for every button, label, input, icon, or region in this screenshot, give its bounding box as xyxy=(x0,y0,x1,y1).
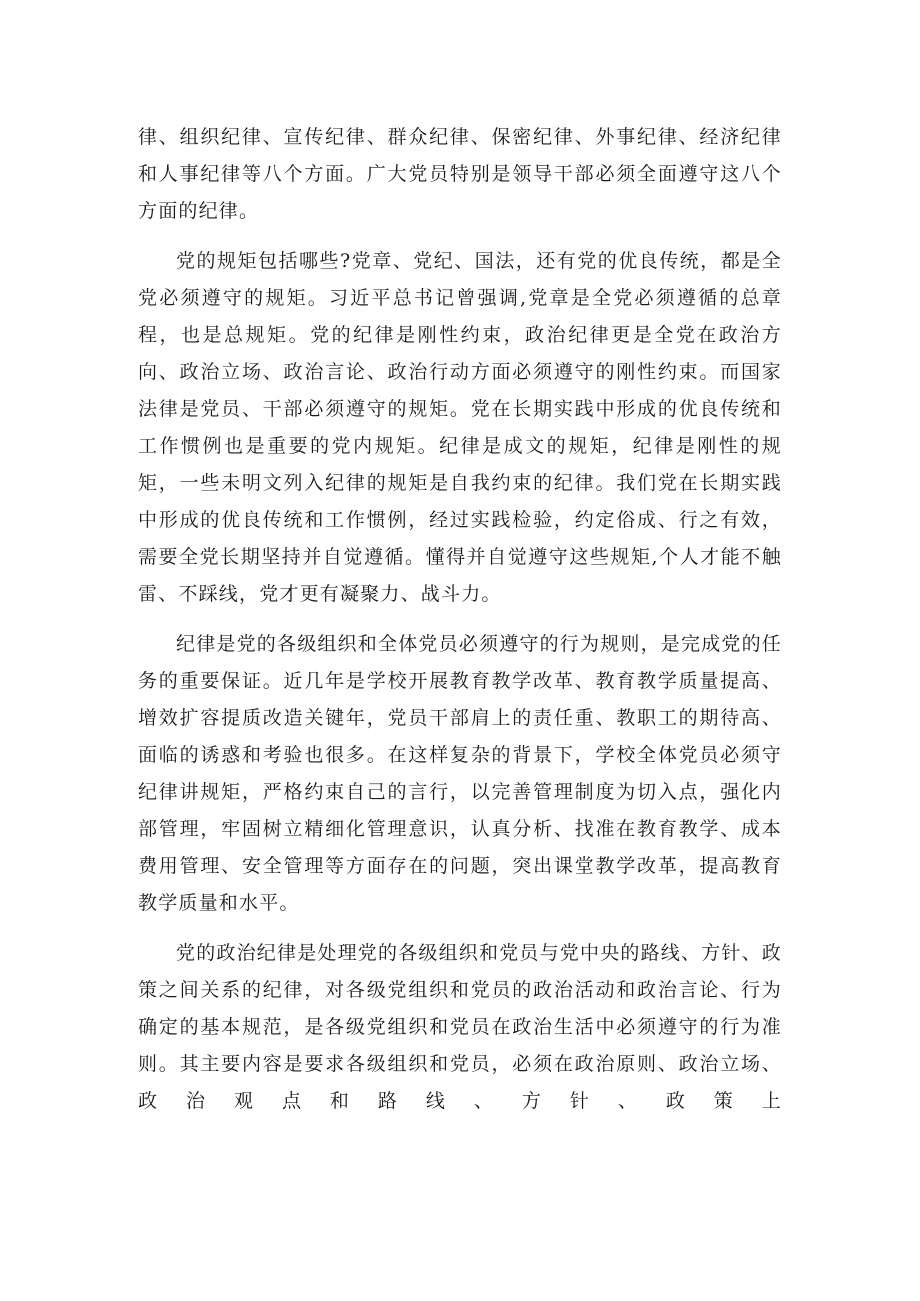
paragraph-2: 党的规矩包括哪些?党章、党纪、国法，还有党的优良传统，都是全党必须遵守的规矩。习近平总书记曾强调,党章是全党必须遵循的总章程，也是总规矩。党的纪律是刚性约束，政治纪律更是全党在政治方向、政治立场、政治言论、政治行动方面必须遵守的刚性约束。而国家法律是党员、干部必须遵守的规矩。党在长期实践中形成的优良传统和工作惯例也是重要的党内规矩。纪律是成文的规矩，纪律是刚性的规矩，一些未明文列入纪律的规矩是自我约束的纪律。我们党在长期实践中形成的优良传统和工作惯例，经过实践检验，约定俗成、行之有效，需要全党长期坚持并自觉遵循。懂得并自觉遵守这些规矩,个人才能不触雷、不踩线，党才更有凝聚力、战斗力。 xyxy=(138,250,782,605)
paragraph-4: 党的政治纪律是处理党的各级组织和党员与党中央的路线、方针、政策之间关系的纪律，对各级党组织和党员的政治活动和政治言论、行为确定的基本规范，是各级党组织和党员在政治生活中必须遵守的行为准则。其主要内容是要求各级组织和党员，必须在政治原则、政治立场、政治观点和路线、方针、政策上 xyxy=(138,942,783,1112)
paragraph-3: 纪律是党的各级组织和全体党员必须遵守的行为规则，是完成党的任务的重要保证。近几年是学校开展教育教学改革、教育教学质量提高、增效扩容提质改造关键年，党员干部肩上的责任重、教职工的期待高、面临的诱惑和考验也很多。在这样复杂的背景下，学校全体党员必须守纪律讲规矩，严格约束自己的言行，以完善管理制度为切入点，强化内部管理，牢固树立精细化管理意识，认真分析、找准在教育教学、成本费用管理、安全管理等方面存在的问题，突出课堂教学改革，提高教育教学质量和水平。 xyxy=(138,633,783,914)
paragraph-1: 律、组织纪律、宣传纪律、群众纪律、保密纪律、外事纪律、经济纪律和人事纪律等八个方面。广大党员特别是领导干部必须全面遵守这八个方面的纪律。 xyxy=(138,126,782,222)
document-body xyxy=(138,119,782,1133)
